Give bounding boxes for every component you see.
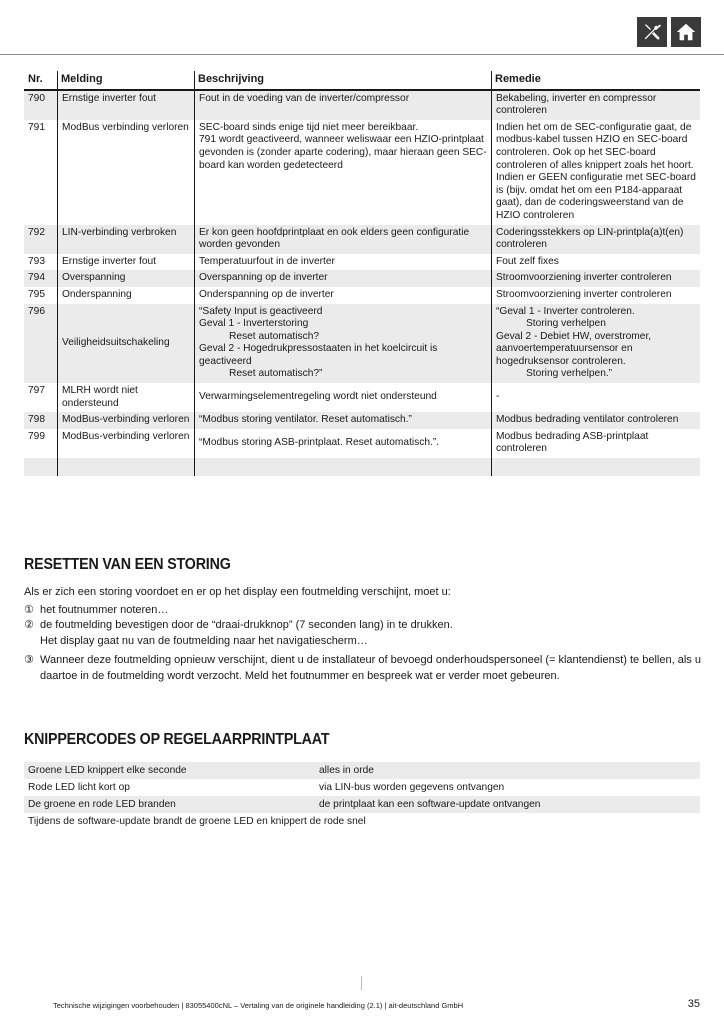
step-line: de foutmelding bevestigen door de “draai-drukknop” (7 seconden lang) in te drukken.: [40, 619, 453, 631]
desc-line: Reset automatisch?”: [229, 368, 323, 380]
cell-remedie: Stroomvoorziening inverter controleren: [492, 287, 701, 304]
cell-nr: 796: [24, 304, 58, 384]
table-row: [24, 762, 700, 779]
table-row: [24, 287, 700, 304]
cell-empty: [195, 458, 492, 476]
blink-signal: Rode LED licht kort op: [28, 782, 130, 793]
cell-beschrijving: Verwarmingselementregeling wordt niet ondersteund: [195, 383, 492, 412]
cell-beschrijving: Er kon geen hoofdprintplaat en ook elders geen configuratie worden gevonden: [195, 225, 492, 254]
cell-nr: 794: [24, 270, 58, 287]
cell-beschrijving: Overspanning op de inverter: [195, 270, 492, 287]
cell-remedie: Bekabeling, inverter en compressor controleren: [492, 90, 701, 120]
step-number: ②: [24, 619, 34, 631]
cell-melding: ModBus verbinding verloren: [58, 120, 195, 225]
cell-empty: [24, 458, 58, 476]
step-text: Wanneer deze foutmelding opnieuw verschijnt, dient u de installateur of bevoegd onderhoudspersoneel (= klantendienst) te bellen, als u daartoe in de foutmelding wordt verzocht. Meld het foutnummer en bespreek wat er verder moet gebeuren.: [40, 654, 701, 682]
cell-melding: Overspanning: [58, 270, 195, 287]
header-remedie: Remedie: [492, 71, 701, 90]
footer-text: Technische wijzigingen voorbehouden | 83055400cNL – Vertaling van de originele handleiding (2.1) | ait-deutschland GmbH: [53, 1001, 464, 1010]
desc-line: Reset automatisch?: [229, 330, 320, 342]
top-nav-icons: [637, 17, 701, 47]
cell-remedie: Modbus bedrading ventilator controleren: [492, 412, 701, 429]
step-text: [40, 618, 453, 649]
reset-step: [24, 618, 704, 649]
table-row: [24, 383, 700, 412]
remedy-line: Geval 2 - Debiet HW, overstromer, aanvoertemperatuursensor en hogedruksensor controleren.: [496, 330, 652, 367]
blink-heading: KNIPPERCODES OP REGELAARPRINTPLAAT: [24, 731, 330, 748]
step-text: het foutnummer noteren…: [40, 603, 169, 616]
blink-code-table: [24, 762, 700, 830]
header-melding: Melding: [58, 71, 195, 90]
cell-remedie: [492, 304, 701, 384]
footer-mark: [361, 976, 362, 990]
table-row: [24, 813, 700, 830]
cell-beschrijving: [195, 304, 492, 384]
cell-nr: 797: [28, 385, 45, 397]
home-icon: [675, 21, 697, 43]
cell-beschrijving: “Modbus storing ventilator. Reset automatisch.”: [195, 412, 492, 429]
cell-melding: Ernstige inverter fout: [58, 254, 195, 271]
header-divider: [0, 54, 724, 55]
cell-beschrijving: Fout in de voeding van de inverter/compressor: [195, 90, 492, 120]
table-row: [24, 779, 700, 796]
cell-nr: 799: [28, 430, 45, 442]
table-row: [24, 270, 700, 287]
reset-intro: Als er zich een storing voordoet en er op het display een foutmelding verschijnt, moet u:: [24, 586, 451, 598]
cell-empty: [58, 458, 195, 476]
cell-beschrijving: Temperatuurfout in de inverter: [195, 254, 492, 271]
cell-beschrijving: “Modbus storing ASB-printplaat. Reset automatisch.”.: [195, 429, 492, 458]
cell-melding: ModBus-verbinding verloren: [58, 412, 195, 429]
cell-remedie: Modbus bedrading ASB-printplaat controleren: [492, 429, 701, 458]
step-line: Het display gaat nu van de foutmelding naar het navigatiescherm…: [40, 634, 368, 647]
cell-melding: MLRH wordt niet ondersteund: [58, 383, 195, 412]
cell-nr: 798: [24, 412, 58, 429]
blink-signal: De groene en rode LED branden: [24, 796, 315, 813]
wrench-icon: [641, 21, 663, 43]
cell-remedie: Fout zelf fixes: [492, 254, 701, 271]
cell-melding: Veiligheidsuitschakeling: [58, 304, 195, 384]
table-row: [24, 796, 700, 813]
header-nr: Nr.: [24, 71, 58, 90]
cell-nr: 795: [28, 288, 45, 300]
reset-instructions: [24, 585, 704, 684]
cell-melding: ModBus-verbinding verloren: [58, 429, 195, 458]
desc-line: “Safety Input is geactiveerd: [199, 305, 323, 317]
error-table: [24, 71, 700, 476]
blink-meaning: via LIN-bus worden gegevens ontvangen: [319, 782, 505, 793]
table-row: [24, 90, 700, 120]
page-number: 35: [687, 998, 700, 1010]
cell-remedie: Stroomvoorziening inverter controleren: [492, 270, 701, 287]
table-row: [24, 120, 700, 225]
table-row: [24, 304, 700, 384]
table-row-empty: [24, 458, 700, 476]
cell-empty: [492, 458, 701, 476]
remedy-line: Storing verhelpen.”: [526, 368, 613, 380]
table-row: [24, 254, 700, 271]
cell-nr: 790: [24, 90, 58, 120]
cell-nr: 793: [28, 255, 45, 267]
blink-meaning: alles in orde: [315, 762, 700, 779]
step-number: ③: [24, 654, 34, 666]
reset-step: [24, 603, 704, 619]
desc-line: Geval 2 - Hogedrukpressostaaten in het koelcircuit is geactiveerd: [199, 343, 438, 367]
cell-melding: LIN-verbinding verbroken: [58, 225, 195, 254]
cell-remedie: Indien het om de SEC-configuratie gaat, de modbus-kabel tussen HZIO en SEC-board controleren. Ook op het SEC-board controleren of alles knippert zoals het hoort. Indien er GEEN configuratie met SEC-board is (bijv. omdat het om een P184-apparaat gaat), dan de coderingsweerstand van de HZIO controleren: [492, 120, 701, 225]
cell-nr: 792: [24, 225, 58, 254]
reset-step: [24, 653, 704, 684]
table-row: [24, 225, 700, 254]
remedy-line: “Geval 1 - Inverter controleren.: [496, 305, 635, 317]
table-header-row: [24, 71, 700, 90]
table-row: [24, 429, 700, 458]
home-button[interactable]: [671, 17, 701, 47]
table-row: [24, 412, 700, 429]
cell-melding: Onderspanning: [58, 287, 195, 304]
blink-signal: Tijdens de software-update brandt de groene LED en knippert de rode snel: [28, 816, 366, 827]
cell-beschrijving: SEC-board sinds enige tijd niet meer bereikbaar. 791 wordt geactiveerd, wanneer weliswaar een HZIO-printplaat gevonden is (zonder aparte codering), maar hieraan geen SEC-board kan worden gedetecteerd: [195, 120, 492, 225]
cell-remedie: -: [492, 383, 701, 412]
header-beschrijving: Beschrijving: [195, 71, 492, 90]
remedy-line: Storing verhelpen: [526, 318, 606, 330]
blink-signal: Groene LED knippert elke seconde: [24, 762, 315, 779]
tools-button[interactable]: [637, 17, 667, 47]
cell-melding: Ernstige inverter fout: [58, 90, 195, 120]
reset-heading: RESETTEN VAN EEN STORING: [24, 556, 231, 573]
cell-nr: 791: [28, 121, 45, 133]
cell-remedie: Coderingsstekkers op LIN-printpla(a)t(en) controleren: [492, 225, 701, 254]
blink-meaning: de printplaat kan een software-update ontvangen: [315, 796, 700, 813]
desc-line: Geval 1 - Inverterstoring: [199, 318, 309, 330]
step-number: ①: [24, 603, 34, 616]
cell-beschrijving: Onderspanning op de inverter: [195, 287, 492, 304]
